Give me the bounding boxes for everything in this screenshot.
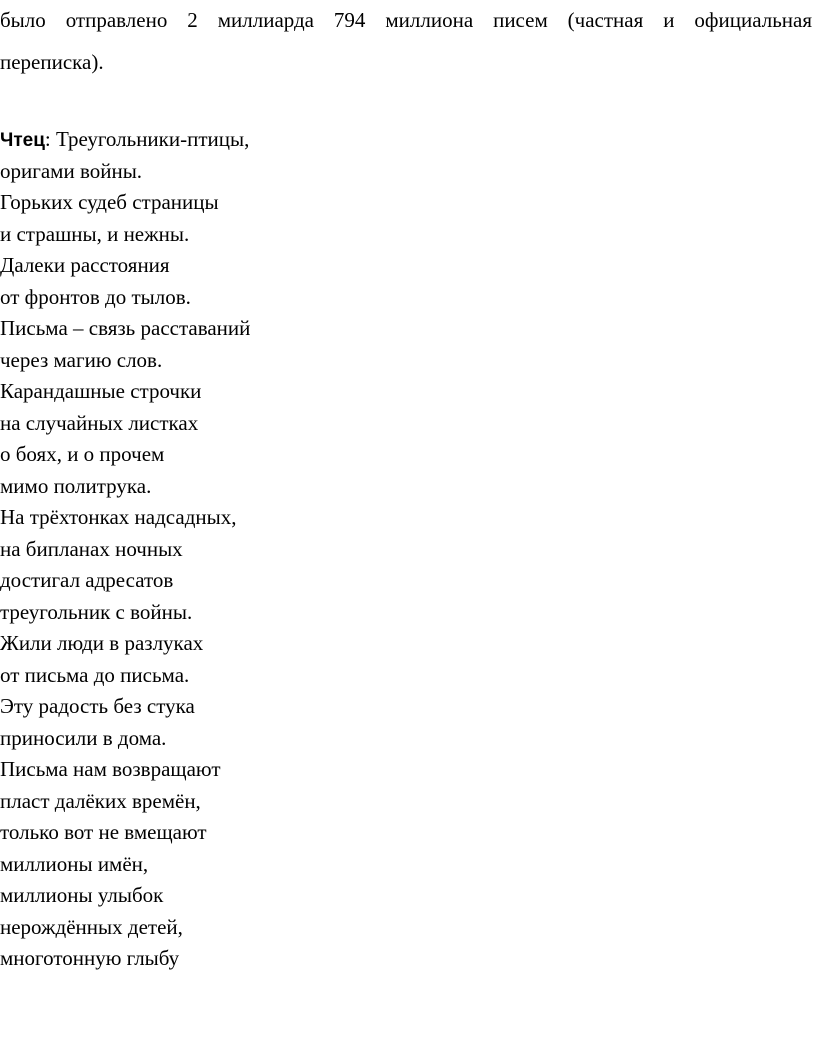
poem-line: мимо политрука. (0, 473, 152, 498)
poem-line: приносили в дома. (0, 725, 167, 750)
poem-line: Жили люди в разлуках (0, 631, 204, 655)
poem-line: на случайных листках (0, 410, 199, 435)
poem-first-line: Треугольники-птицы, (56, 127, 250, 151)
speaker-separator: : (44, 127, 56, 151)
intro-line: было отправлено 2 миллиарда 794 миллиона писем (частная и официальная (0, 8, 812, 32)
poem-line: оригами войны. (0, 158, 143, 183)
poem-line: Письма – связь расставаний (0, 316, 251, 340)
speaker-label: Чтец (0, 130, 45, 151)
poem-line (0, 124, 250, 156)
poem-line: от письма до письма. (0, 662, 190, 687)
poem-line: пласт далёких времён, (0, 788, 201, 813)
poem-line: Карандашные строчки (0, 379, 202, 403)
poem-line: Эту радость без стука (0, 694, 195, 718)
poem-line: треугольник с войны. (0, 599, 193, 624)
poem-line: Письма нам возвращают (0, 757, 221, 781)
poem (0, 124, 250, 975)
poem-line: Горьких судеб страницы (0, 190, 219, 214)
poem-line: через магию слов. (0, 347, 163, 372)
poem-line: только вот не вмещают (0, 820, 207, 844)
poem-line: и страшны, и нежны. (0, 221, 190, 246)
poem-line: от фронтов до тылов. (0, 284, 191, 309)
poem-line: На трёхтонках надсадных, (0, 505, 237, 529)
intro-paragraph (0, 0, 812, 84)
poem-line: миллионы имён, (0, 851, 149, 876)
poem-line: о боях, и о прочем (0, 442, 165, 466)
poem-line: Далеки расстояния (0, 253, 170, 277)
poem-line: достигал адресатов (0, 568, 174, 592)
poem-line: многотонную глыбу (0, 946, 180, 970)
poem-line: на бипланах ночных (0, 536, 183, 561)
intro-line: переписка). (0, 50, 104, 74)
poem-line: миллионы улыбок (0, 883, 164, 907)
poem-line: нерождённых детей, (0, 914, 183, 939)
